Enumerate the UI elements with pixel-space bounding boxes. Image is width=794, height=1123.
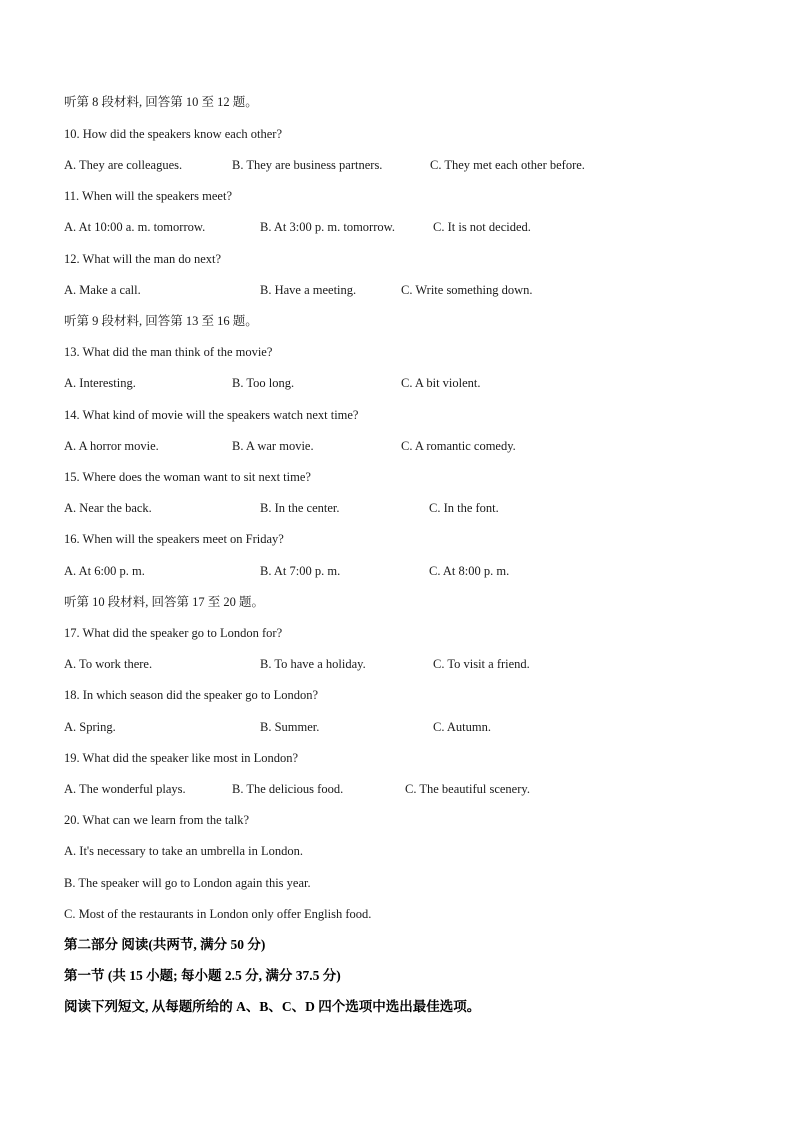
q18-option-a: A. Spring. xyxy=(64,720,116,734)
question-10: 10. How did the speakers know each other? xyxy=(64,127,282,141)
section-heading-9: 听第 9 段材料, 回答第 13 至 16 题。 xyxy=(64,314,258,328)
q19-option-c: C. The beautiful scenery. xyxy=(405,782,530,796)
q13-option-c: C. A bit violent. xyxy=(401,376,481,390)
q10-option-b: B. They are business partners. xyxy=(232,158,383,172)
q16-option-a: A. At 6:00 p. m. xyxy=(64,564,145,578)
q15-option-a: A. Near the back. xyxy=(64,501,152,515)
question-18: 18. In which season did the speaker go to London? xyxy=(64,688,319,702)
section-heading-10: 听第 10 段材料, 回答第 17 至 20 题。 xyxy=(64,595,265,609)
q19-option-b: B. The delicious food. xyxy=(232,782,344,796)
q10-option-c: C. They met each other before. xyxy=(430,158,585,172)
q10-option-a: A. They are colleagues. xyxy=(64,158,183,172)
q12-option-a: A. Make a call. xyxy=(64,283,141,297)
reading-instruction: 阅读下列短文, 从每题所给的 A、B、C、D 四个选项中选出最佳选项。 xyxy=(64,999,481,1014)
part-two-title: 第二部分 阅读(共两节, 满分 50 分) xyxy=(64,937,266,952)
q15-option-c: C. In the font. xyxy=(429,501,499,515)
q17-option-a: A. To work there. xyxy=(64,657,153,671)
question-13: 13. What did the man think of the movie? xyxy=(64,345,273,359)
q19-option-a: A. The wonderful plays. xyxy=(64,782,186,796)
q20-option-c: C. Most of the restaurants in London only offer English food. xyxy=(64,907,372,921)
question-12: 12. What will the man do next? xyxy=(64,252,222,266)
section-one-title: 第一节 (共 15 小题; 每小题 2.5 分, 满分 37.5 分) xyxy=(64,968,341,983)
q20-option-b: B. The speaker will go to London again this year. xyxy=(64,876,311,890)
q13-option-b: B. Too long. xyxy=(232,376,295,390)
question-11: 11. When will the speakers meet? xyxy=(64,189,232,203)
question-15: 15. Where does the woman want to sit next time? xyxy=(64,470,311,484)
q16-option-c: C. At 8:00 p. m. xyxy=(429,564,510,578)
q18-option-c: C. Autumn. xyxy=(433,720,491,734)
q20-option-a: A. It's necessary to take an umbrella in London. xyxy=(64,844,303,858)
q15-option-b: B. In the center. xyxy=(260,501,340,515)
question-14: 14. What kind of movie will the speakers watch next time? xyxy=(64,408,359,422)
question-20: 20. What can we learn from the talk? xyxy=(64,813,250,827)
q18-option-b: B. Summer. xyxy=(260,720,320,734)
q16-option-b: B. At 7:00 p. m. xyxy=(260,564,341,578)
q17-option-c: C. To visit a friend. xyxy=(433,657,530,671)
q12-option-b: B. Have a meeting. xyxy=(260,283,357,297)
question-16: 16. When will the speakers meet on Friday? xyxy=(64,532,284,546)
question-19: 19. What did the speaker like most in London? xyxy=(64,751,299,765)
q14-option-a: A. A horror movie. xyxy=(64,439,159,453)
question-17: 17. What did the speaker go to London for? xyxy=(64,626,283,640)
q11-option-c: C. It is not decided. xyxy=(433,220,531,234)
q11-option-b: B. At 3:00 p. m. tomorrow. xyxy=(260,220,395,234)
q14-option-c: C. A romantic comedy. xyxy=(401,439,516,453)
q14-option-b: B. A war movie. xyxy=(232,439,314,453)
q13-option-a: A. Interesting. xyxy=(64,376,136,390)
q17-option-b: B. To have a holiday. xyxy=(260,657,366,671)
section-heading-8: 听第 8 段材料, 回答第 10 至 12 题。 xyxy=(64,95,258,109)
q11-option-a: A. At 10:00 a. m. tomorrow. xyxy=(64,220,206,234)
q12-option-c: C. Write something down. xyxy=(401,283,533,297)
